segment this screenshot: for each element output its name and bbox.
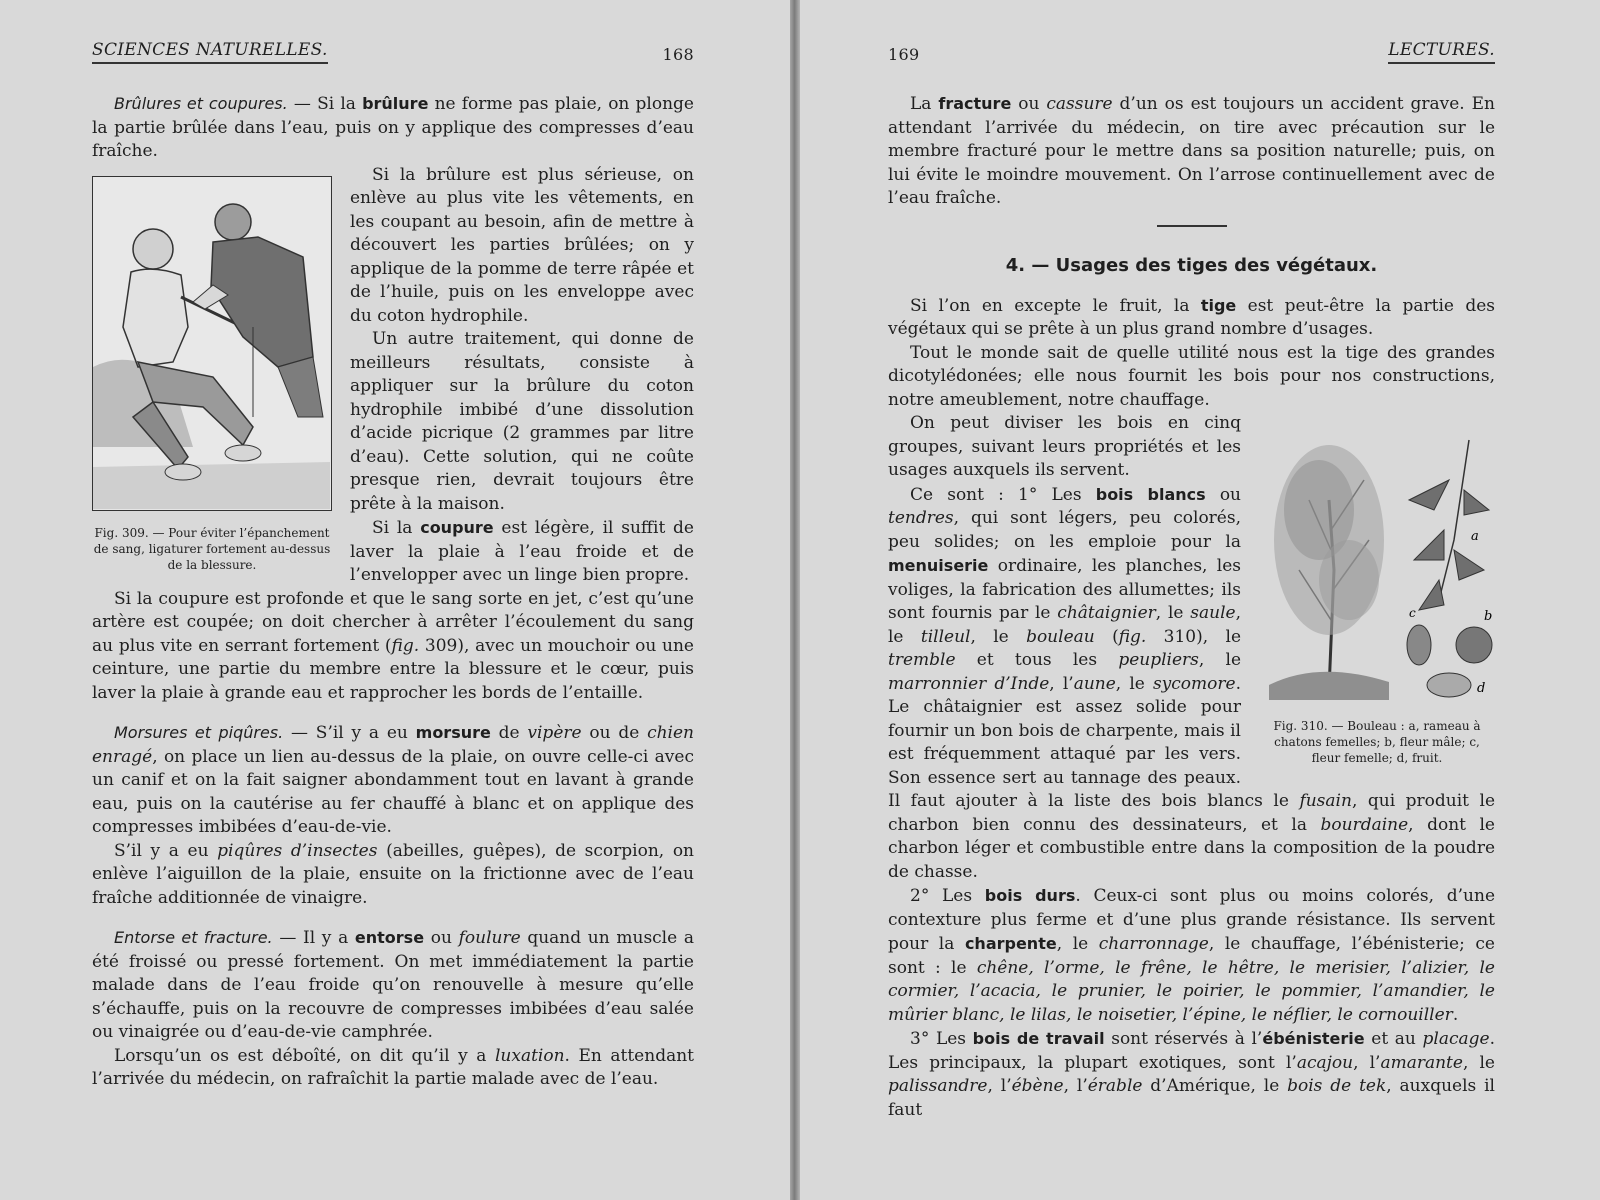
cut2-fig-ref: fig. [391,635,420,656]
bandaging-illustration-icon [93,177,330,509]
work-text-f: , le [1462,1052,1495,1073]
work-erable: érable [1087,1076,1143,1096]
sprain-text-c: quand un muscle a été froissé ou pressé fortement. On met immédiatement la partie malade dans de l’eau froide qu’on renouvelle à mesure qu’elle s’échauffe, puis on la recouvre de compresses imbibées d’eau salée ou vinaigrée ou d’eau-de-vie camphrée. [92,928,694,1042]
white-menuiserie: menuiserie [888,556,989,575]
work-text-j: , auxquels il faut [888,1076,1495,1120]
bites2-text-b: (abeilles, guêpes), de scorpion, on enlève l’aiguillon de la plaie, ensuite on la frictionne avec de l’eau fraîche additionnée de vinaigre. [92,840,695,908]
white-text-a: Ce sont : 1° Les [910,484,1096,505]
work-text-g: , l’ [987,1076,1012,1096]
stems-paragraph-2: Tout le monde sait de quelle utilité nous est la tige des grandes dicotylédonées; elle nous fournit les bois pour nos constructions, notre ameublement, notre chauffage. [888,342,1495,410]
hard-text-c: , le [1056,934,1099,954]
left-page [0,0,790,1200]
birch-illustration-icon [1259,420,1495,700]
sprain2-text-a: Lorsqu’un os est déboîté, on dit qu’il y a [114,1045,495,1066]
book-gutter [790,0,800,1200]
section-title: 4. — Usages des tiges des végétaux. [1005,254,1378,276]
fracture-cassure: cassure [1046,94,1113,114]
sprain-paragraph-2 [92,1045,694,1092]
white-tendres: tendres [888,508,954,528]
fracture-paragraph [888,92,1495,211]
burns-paragraph-3: Un autre traitement, qui donne de meilleurs résultats, consiste à appliquer sur la brûlure du coton hydrophile imbibé d’une dissolution d’acide picrique (2 grammes par litre d’eau). Cette solution, qui ne coûte presque rien, devrait toujours être prête à la maison. [350,329,694,514]
stems-text-a: Si l’on en excepte le fruit, la [910,295,1201,316]
hard-wood-list: chêne, l’orme, le frêne, le hêtre, le merisier, l’alizier, le cormier, l’acacia, le prunier, le poirier, le pommier, l’amandier, le mûrier blanc, le lilas, le noisetier, l’épine, le néflier, le cornouiller [888,957,1495,1025]
bites-paragraph-1 [92,721,694,840]
fig310-label-c: c [1409,606,1416,620]
work-text-d: . Les principaux, la plupart exotiques, sont l’ [888,1029,1495,1073]
cut2-text-b: 309), avec un mouchoir ou une ceinture, une partie du membre entre la blessure et le cœur, puis laver la plaie à grande eau et rapprocher les bords de l’entaille. [92,635,694,703]
sprain-text-b: ou [424,928,459,948]
burns-term: brûlure [362,94,429,113]
figure-309-illustration [92,176,332,511]
white-text-f: , le [888,603,1241,647]
white-text-l: , l’ [1049,673,1074,694]
white-text-j: et tous les [955,650,1119,670]
sprain2-luxation: luxation [494,1045,565,1066]
burns-paragraph-1 [92,92,694,164]
hard-charronnage: charronnage [1098,934,1209,954]
burns-heading: Brûlures et coupures. [114,94,288,113]
work-ebene: ébène [1011,1076,1064,1096]
right-running-head [888,40,1495,64]
white-bourdaine: bourdaine [1320,814,1409,835]
white-peupliers: peupliers [1118,650,1199,670]
white-text-m: , le [1115,673,1153,694]
white-text-g: , le [970,626,1027,647]
fig310-label-a: a [1471,529,1479,544]
stems-term: tige [1200,295,1237,315]
work-text-h: , l’ [1063,1076,1088,1096]
bites-heading: Morsures et piqûres. [114,723,284,742]
bites-text-b: de [490,723,528,743]
white-text-n: . Le châtaignier est assez solide pour fournir un bon bois de charpente, mais il est fréquemment attaqué par les vers. Son essence sert au tannage des peaux. Il faut ajouter à la liste des bois blancs le [888,673,1300,811]
bites-text-a: — S’il y a eu [283,723,416,743]
white-text-p: , dont le charbon léger et combustible entre dans la composition de la poudre de chasse. [888,814,1495,882]
burns-text-a: — Si la [287,94,363,114]
bites-paragraph-2 [92,840,694,911]
work-palissandre: palissandre [888,1076,988,1096]
white-text-d: ordinaire, les planches, les voliges, la fabrication des allumettes; ils sont fournis par le [888,556,1241,623]
bites-text-c: ou de [581,723,648,743]
sprain2-text-b: . En attendant l’arrivée du médecin, on rafraîchit la partie malade avec de l’eau. [92,1045,694,1089]
white-fusain: fusain [1299,791,1352,811]
work-tek: bois de tek [1287,1076,1387,1096]
fracture-text-b: ou [1011,94,1047,114]
bites-term: morsure [415,723,491,742]
sprain-text-a: — Il y a [272,928,355,948]
hard-term: bois durs [984,886,1076,905]
white-bouleau: bouleau [1026,626,1095,647]
white-term: bois blancs [1095,484,1206,504]
figure-310 [1259,420,1495,766]
right-running-title: LECTURES. [1388,40,1495,64]
bites-vipere: vipère [527,723,582,743]
left-running-head [92,40,694,64]
white-text-c: , qui sont légers, peu colorés, peu solides; on les emploie pour la [888,508,1241,552]
stems-paragraph-3: On peut diviser les bois en cinq groupes, suivant leurs propriétés et les usages auxquels ils servent. [888,413,1241,480]
left-running-title: SCIENCES NATURELLES. [92,40,328,64]
fig310-label-b: b [1484,609,1493,624]
hard-text-d: , le chauffage, l’ébénisterie; ce sont : le [888,934,1495,978]
work-text-c: et au [1364,1029,1423,1049]
figure-309 [92,176,332,573]
left-page-number: 168 [662,45,694,64]
hard-wood-paragraph [888,884,1495,1027]
section-divider-rule [1157,225,1227,227]
white-aune: aune [1073,673,1116,694]
white-sycomore: sycomore [1152,673,1236,694]
work-text-e: , l’ [1353,1052,1381,1073]
work-term: bois de travail [972,1029,1105,1048]
bites-chien: chien enragé [92,723,694,767]
bites2-text-a: S’il y a eu [114,840,218,861]
white-fig-ref: fig. [1118,626,1147,647]
work-placage: placage [1422,1029,1490,1049]
cut-text-a: Si la [372,518,421,538]
hard-text-a: 2° Les [910,886,985,906]
work-text-a: 3° Les [910,1029,973,1049]
white-tremble: tremble [888,650,956,670]
white-chataignier: châtaignier [1057,603,1156,623]
work-wood-paragraph [888,1027,1495,1122]
white-text-i: 310), le [1146,626,1242,647]
cut-term: coupure [420,518,494,537]
white-text-h: ( [1094,626,1119,647]
sprain-foulure: foulure [458,928,521,948]
bites-text-d: , on place un lien au-dessus de la plaie, on ouvre celle-ci avec un canif et on la fait saigner abondamment tout en lavant à grande eau, puis on la cautérise au fer chauffé à blanc et on applique des compresses imbibées d’eau-de-vie. [92,746,694,837]
cut-text-b: est légère, il suffit de laver la plaie à l’eau froide et de l’envelopper avec un linge bien propre. [350,518,694,585]
white-text-o: , qui produit le charbon bien connu des dessinateurs, et la [888,791,1496,835]
fracture-term: fracture [938,94,1012,113]
burns-paragraph-2: Si la brûlure est plus sérieuse, on enlève au plus vite les vêtements, en les coupant au besoin, afin de mettre à découvert les parties brûlées; on y applique de la pomme de terre râpée et de l’huile, puis on les enveloppe avec du coton hydrophile. [350,164,694,326]
white-marronnier: marronnier d’Inde [888,673,1050,694]
right-page-number: 169 [888,45,920,64]
sprain-heading: Entorse et fracture. [114,928,273,947]
white-text-e: , le [1155,603,1191,623]
bites2-term: piqûres d’insectes [217,840,378,861]
white-tilleul: tilleul [920,626,971,647]
sprain-paragraph-1 [92,926,694,1045]
burns-text-b: ne forme pas plaie, on plonge la partie brûlée dans l’eau, puis on y applique des compresses d’eau fraîche. [92,94,694,161]
sprain-term: entorse [354,928,425,947]
work-acajou: acajou [1296,1052,1354,1073]
work-text-i: d’Amérique, le [1142,1076,1288,1096]
work-text-b: sont réservés à l’ [1104,1029,1263,1049]
white-text-k: , le [1198,650,1242,670]
figure-310-caption: Fig. 310. — Bouleau : a, rameau à chatons femelles; b, fleur mâle; c, fleur femelle; d, fruit. [1273,719,1481,765]
white-text-b: ou [1205,484,1242,505]
fig310-label-d: d [1477,681,1486,696]
white-saule: saule [1190,603,1236,623]
hard-text-b: . Ceux-ci sont plus ou moins colorés, d’une contexture plus ferme et d’une plus grande résistance. Ils servent pour la [888,886,1495,954]
work-amarante: amarante [1380,1052,1463,1073]
stems-text-b: est peut-être la partie des végétaux qui se prête à un plus grand nombre d’usages. [888,295,1495,339]
stems-paragraph-1 [888,294,1495,342]
work-ebenisterie: ébénisterie [1262,1029,1365,1048]
figure-309-caption: Fig. 309. — Pour éviter l’épanchement de sang, ligaturer fortement au-dessus de la blessure. [93,525,331,572]
fracture-text-a: La [910,94,939,114]
fracture-text-c: d’un os est toujours un accident grave. En attendant l’arrivée du médecin, on tire avec précaution sur le membre fracturé pour le mettre dans sa position naturelle; puis, on lui évite le moindre mouvement. On l’arrose continuellement avec de l’eau fraîche. [888,94,1495,208]
hard-charpente: charpente [964,934,1057,953]
right-page [800,0,1600,1200]
hard-text-e: . [1452,1004,1459,1025]
cut2-text-a: Si la coupure est profonde et que le sang sorte en jet, c’est qu’une artère est coupée; on doit chercher à arrêter l’écoulement du sang au plus vite en serrant fortement ( [92,588,694,656]
cut-paragraph-2 [92,588,694,706]
